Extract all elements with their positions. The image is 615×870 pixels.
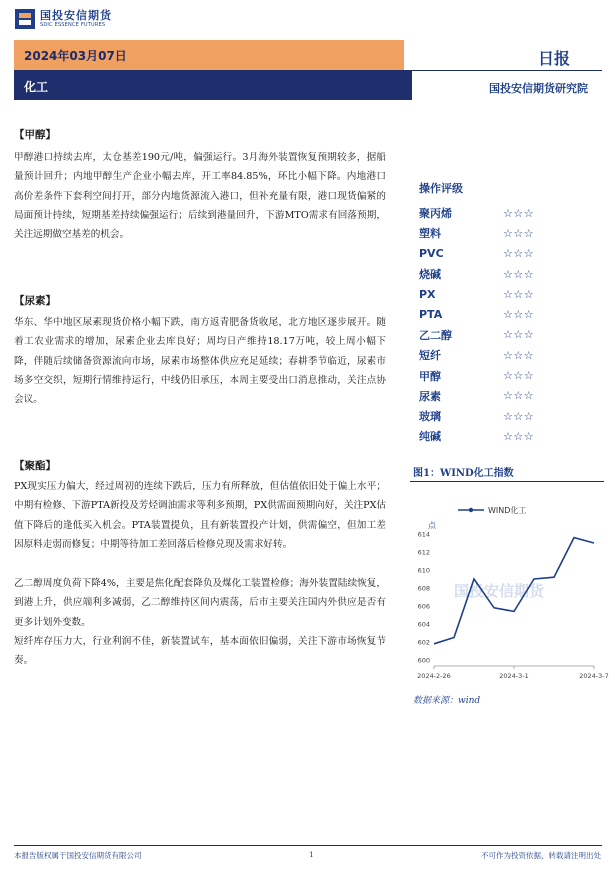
- rating-row: [419, 203, 604, 223]
- paragraph-methanol: 甲醇港口持续去库，太仓基差190元/吨，偏强运行。3月海外装置恢复预期较多，据船量预计回升；内地甲醇生产企业小幅去库，开工率84.85%，环比小幅下降。内地港口高价差条件下套利空间打开，部分内地货源流入港口，但补充量有限，港口现货偏紧的局面预计持续，短期基差持续偏强运行；后续到港量回升，下游MTO需求有回落预期，关注远期做空基差的机会。: [14, 152, 386, 241]
- sector-banner: [14, 70, 602, 100]
- chart-area: [410, 490, 609, 690]
- rating-row: [419, 365, 604, 385]
- logo-name-en: SDIC ESSENCE FUTURES: [40, 22, 106, 28]
- logo-name-cn: 国投安信期货: [40, 9, 112, 22]
- y-tick-label: 602: [417, 638, 430, 647]
- rating-row: [419, 304, 604, 324]
- section-title-urea: 【尿素】: [14, 295, 56, 307]
- paragraph-meg: 乙二醇周度负荷下降4%，主要是焦化配套降负及煤化工装置检修；海外装置陆续恢复，到港上升，供应端利多减弱，乙二醇维持区间内震荡，后市主要关注国内外供应是否有更多计划外变数。: [14, 578, 386, 628]
- rating-name: 甲醇: [419, 369, 441, 383]
- rating-name: 尿素: [419, 389, 441, 403]
- y-tick-label: 600: [417, 656, 430, 665]
- star-icon: ☆☆☆: [503, 429, 535, 443]
- star-icon: ☆☆☆: [503, 247, 535, 261]
- rating-name: 短纤: [419, 349, 441, 363]
- report-date: 2024年03月07日: [24, 49, 127, 63]
- star-icon: ☆☆☆: [503, 409, 535, 423]
- rating-title: 操作评级: [419, 182, 463, 195]
- institute-name: 国投安信期货研究院: [489, 82, 588, 95]
- rating-name: PX: [419, 287, 436, 301]
- star-icon: ☆☆☆: [503, 267, 535, 281]
- x-tick-label: 2024-3-7: [579, 672, 609, 680]
- figure-source: 数据来源：wind: [413, 696, 481, 706]
- rating-name: 纯碱: [419, 430, 441, 444]
- institute-box: [412, 70, 602, 100]
- y-tick-label: 608: [417, 584, 430, 593]
- paragraph-urea: 华东、华中地区尿素现货价格小幅下跌，南方返青肥备货收尾，北方地区逐步展开。随着工农业需求的增加，尿素企业去库良好；周均日产维持18.17万吨，较上周小幅下降，伴随后续储备资源流向市场，尿素市场整体供应充足延续；春耕季节临近，尿素市场多空交织，短期行情维持运行，中线仍旧承压，本周主要受出口消息推动，关注点协会议。: [14, 317, 386, 406]
- figure-title-bar: [410, 460, 604, 482]
- rating-name: 聚丙烯: [419, 207, 452, 221]
- y-tick-label: 604: [417, 620, 430, 629]
- section-title-methanol: 【甲醇】: [14, 129, 56, 141]
- footer-divider: [14, 845, 602, 846]
- star-icon: ☆☆☆: [503, 206, 535, 220]
- x-tick-label: 2024-3-1: [499, 672, 529, 680]
- line-chart: [410, 490, 609, 690]
- rating-name: PTA: [419, 308, 443, 322]
- star-icon: ☆☆☆: [503, 287, 535, 301]
- star-icon: ☆☆☆: [503, 308, 535, 322]
- date-banner: [14, 40, 404, 70]
- rating-row: [419, 406, 604, 426]
- y-axis-label: 点: [428, 521, 436, 530]
- legend-marker: [469, 508, 473, 512]
- rating-name: 烧碱: [419, 268, 441, 282]
- section-title-polyester: 【聚酯】: [14, 460, 56, 472]
- rating-row: [419, 325, 604, 345]
- paragraph-px-pta: PX现实压力偏大，经过周初的连续下跌后，压力有所释放，但估值依旧处于偏上水平；中期有检修、下游PTA新投及芳烃调油需求等利多预期，PX供需面预期向好，关注PX估值下降后的逢低买入机会。PTA装置提负，且有新装置投产计划，供需偏空，但加工差因原料走弱而修复；中期等待加工差回落后检修兑现及需求好转。: [14, 481, 387, 550]
- rating-row: [419, 345, 604, 365]
- star-icon: ☆☆☆: [503, 389, 535, 403]
- rating-row: [419, 244, 604, 264]
- rating-panel: [419, 180, 604, 447]
- rating-name: 塑料: [419, 227, 441, 241]
- y-tick-label: 612: [417, 548, 430, 557]
- rating-name: PVC: [419, 247, 444, 261]
- rating-row: [419, 284, 604, 304]
- rating-row: [419, 223, 604, 243]
- logo-icon: [14, 8, 36, 30]
- star-icon: ☆☆☆: [503, 369, 535, 383]
- y-tick-label: 610: [417, 566, 430, 575]
- page-number: 1: [309, 850, 314, 859]
- rating-row: [419, 386, 604, 406]
- x-tick-label: 2024-2-26: [417, 672, 451, 680]
- chart-watermark: 国投安信期货: [454, 582, 545, 600]
- sector-title: 化工: [24, 80, 49, 94]
- star-icon: ☆☆☆: [503, 226, 535, 240]
- footer-notice: 不可作为投资依据，转载请注明出处: [481, 851, 601, 860]
- rating-row: [419, 426, 604, 446]
- y-tick-label: 614: [417, 530, 430, 539]
- rating-name: 玻璃: [419, 410, 441, 424]
- rating-row: [419, 264, 604, 284]
- rating-name: 乙二醇: [419, 328, 452, 342]
- y-tick-label: 606: [417, 602, 430, 611]
- figure-title: 图1：WIND化工指数: [413, 468, 514, 479]
- star-icon: ☆☆☆: [503, 348, 535, 362]
- report-type: 日报: [538, 49, 571, 68]
- legend-label: WIND化工: [488, 506, 527, 515]
- paragraph-psf: 短纤库存压力大，行业利润不佳，新装置试车，基本面依旧偏弱，关注下游市场恢复节奏。: [14, 636, 386, 667]
- company-logo: [14, 8, 112, 30]
- star-icon: ☆☆☆: [503, 328, 535, 342]
- footer-copyright: 本报告版权属于国投安信期货有限公司: [14, 851, 142, 860]
